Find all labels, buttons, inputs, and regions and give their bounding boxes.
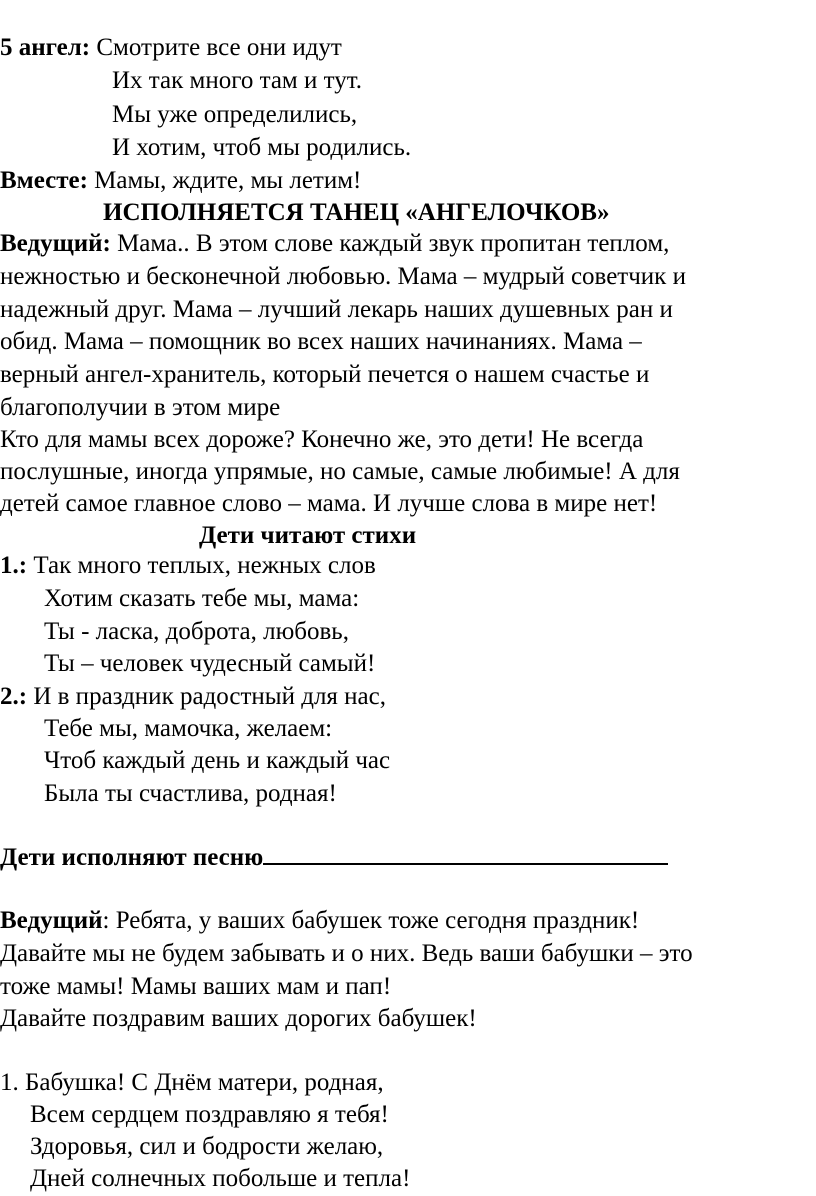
dance-heading: ИСПОЛНЯЕТСЯ ТАНЕЦ «АНГЕЛОЧКОВ» [103,199,610,226]
together-text: Мамы, ждите, мы летим! [94,167,362,194]
poem1-line-2: Хотим сказать тебе мы, мама: [44,585,360,612]
host1-line-5: верный ангел-хранитель, который печется о нашем счастье и [0,361,650,388]
angel5-line-4: И хотим, чтоб мы родились. [112,134,412,161]
host1-text: Мама.. В этом слове каждый звук пропитан теплом, [117,230,670,257]
poem2-line-2: Тебе мы, мамочка, желаем: [44,715,333,742]
song-label: Дети исполняют песню [0,844,264,871]
angel5-line-3: Мы уже определились, [112,101,358,128]
poem2-line-3: Чтоб каждый день и каждый час [44,747,391,774]
poem1-line-3: Ты - ласка, доброта, любовь, [44,618,349,645]
grandma-poem-line-2: Всем сердцем поздравляю я тебя! [30,1101,389,1128]
angel5-line-2: Их так много там и тут. [112,67,363,94]
host1-line-4: обид. Мама – помощник во всех наших начинаниях. Мама – [0,328,642,355]
grandma-poem-line-4: Дней солнечных побольше и тепла! [30,1165,411,1192]
song-title-blank [263,845,668,865]
host2-line-1 [0,906,639,936]
host1-line-7: Кто для мамы всех дороже? Конечно же, это дети! Не всегда [0,426,644,453]
speaker-label: Вместе: [0,167,88,194]
speaker-label: 5 ангел: [0,34,91,61]
host1-line-2: нежностью и бесконечной любовью. Мама – мудрый советчик и [0,263,686,290]
verse-text: И в праздник радостный для нас, [33,683,386,710]
poem-number: 1.: [0,552,28,579]
grandma-poem-line-3: Здоровья, сил и бодрости желаю, [30,1133,384,1160]
speaker-label: Ведущий: [0,230,111,257]
host1-line-1 [0,229,669,259]
poem1-line-1 [0,551,376,581]
poem2-line-4: Была ты счастлива, родная! [44,780,337,807]
poem2-line-1 [0,682,386,712]
poem-number: 2.: [0,683,28,710]
host1-line-9: детей самое главное слово – мама. И лучше слова в мире нет! [0,490,658,517]
host1-line-8: послушные, иногда упрямые, но самые, самые любимые! А для [0,458,680,485]
verse-text: Так много теплых, нежных слов [33,552,376,579]
host2-line-4: Давайте поздравим ваших дорогих бабушек! [0,1005,477,1032]
host1-line-6: благополучии в этом мире [0,394,281,421]
verse-text: Смотрите все они идут [96,34,342,61]
poem1-line-4: Ты – человек чудесный самый! [44,650,376,677]
host2-line-3: тоже мамы! Мамы ваших мам и пап! [0,973,392,1000]
song-line [0,843,668,873]
host1-line-3: надежный друг. Мама – лучший лекарь наших душевных ран и [0,296,673,323]
together-line [0,166,361,196]
host2-line-2: Давайте мы не будем забывать и о них. Ведь ваши бабушки – это [0,940,693,967]
host2-text: : Ребята, у ваших бабушек тоже сегодня праздник! [102,907,640,934]
grandma-poem-line-1: 1. Бабушка! С Днём матери, родная, [0,1069,384,1096]
speaker-label: Ведущий [0,907,103,934]
angel5-line-1 [0,33,342,63]
poems-heading: Дети читают стихи [199,522,417,549]
